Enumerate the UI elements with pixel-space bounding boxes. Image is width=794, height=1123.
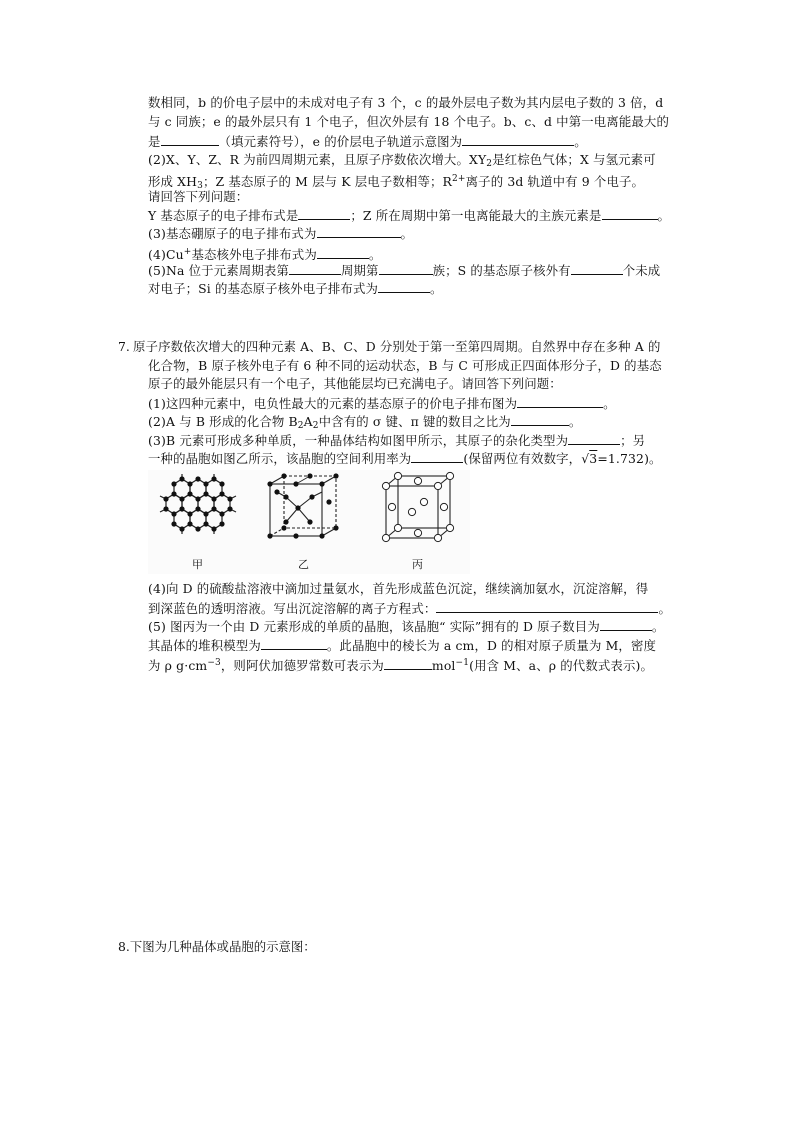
q6-line-2: 与 c 同族；e 的最外层只有 1 个电子，但次外层有 18 个电子。b、c、d 中第一电离能最大的 (148, 114, 670, 129)
answer-blank[interactable] (511, 412, 569, 426)
q7-line-2: 化合物，B 原子核外电子有 6 种不同的运动状态，B 与 C 可形成正四面体形分子，D 的基态 (148, 358, 662, 373)
q7-line-10: (5) 图丙为一个由 D 元素形成的单质的晶胞，该晶胞“ 实际”拥有的 D 原子数目为 。 (148, 619, 665, 634)
answer-blank[interactable] (317, 224, 401, 238)
q7-line-12: 为 ρ $g\cdot cm^{-3}$，则阿伏加德罗常数可表示为 mol$^{-1}$(用含 M、a、ρ 的代数式表示)。 (148, 658, 654, 673)
q7-line-5: (2)A 与 B 形成的化合物 $B_2A_2$中含有的 σ 键、π 键的数目之比为 。 (148, 414, 582, 431)
answer-blank[interactable] (261, 636, 327, 650)
answer-blank[interactable] (568, 431, 620, 445)
q7-line-9: 到深蓝色的透明溶液。写出沉淀溶解的离子方程式： 。 (148, 601, 671, 616)
q7-line-1: 原子序数依次增大的四种元素 A、B、C、D 分别处于第一至第四周期。自然界中存在多种 A 的 (133, 339, 661, 354)
q6-line-1: 数相同，b 的价电子层中的未成对电子有 3 个，c 的最外层电子数为其内层电子数的 3 倍，d (148, 95, 664, 110)
q6-line-7: Y 基态原子的电子排布式是 ；Z 所在周期中第一电离能最大的主族元素是 。 (148, 208, 671, 223)
answer-blank[interactable] (384, 656, 432, 670)
answer-blank[interactable] (517, 394, 603, 408)
q7-line-3: 原子的最外能层只有一个电子，其他能层均已充满电子。请回答下列问题： (148, 376, 562, 391)
q7-line-6: (3)B 元素可形成多种单质，一种晶体结构如图甲所示，其原子的杂化类型为 ；另 (148, 433, 646, 448)
answer-blank[interactable] (462, 132, 574, 146)
q6-line-8: (3)基态硼原子的电子排布式为 。 (148, 226, 414, 241)
crystal-structures-figure (148, 470, 470, 574)
answer-blank[interactable] (298, 206, 350, 220)
figure-caption-jia: 甲 (192, 558, 203, 571)
answer-blank[interactable] (571, 261, 623, 275)
answer-blank[interactable] (411, 449, 463, 463)
q6-line-4: (2)X、Y、Z、R 为前四周期元素，且原子序数依次增大。$XY_2$是红棕色气体；X 与氢元素可 (148, 152, 656, 169)
figure-caption-bing: 丙 (412, 558, 423, 571)
q6-line-5: 形成 $XH_3$；Z 基态原子的 M 层与 K 层电子数相等；$R^{2+}$离子的 3d 轨道中有 9 个电子。 (148, 174, 645, 191)
q6-line-9: (4)Cu+基态核外电子排布式为 。 (148, 247, 382, 262)
q6-line-6: 请回答下列问题： (148, 189, 249, 204)
question-number-7: 7. (118, 339, 130, 354)
answer-blank[interactable] (161, 132, 219, 146)
q6-line-3: 是 （填元素符号），e 的价层电子轨道示意图为 。 (148, 134, 587, 149)
answer-blank[interactable] (378, 279, 430, 293)
answer-blank[interactable] (436, 599, 658, 613)
q6-line-10: (5)Na 位于元素周期表第 周期第 族；S 的基态原子核外有 个未成 (148, 263, 661, 278)
q7-line-11: 其晶体的堆积模型为 。此晶胞中的棱长为 a cm，D 的相对原子质量为 M，密度 (148, 638, 657, 653)
answer-blank[interactable] (379, 261, 433, 275)
answer-blank[interactable] (600, 617, 652, 631)
answer-blank[interactable] (317, 245, 369, 259)
q7-line-8: (4)向 D 的硫酸盐溶液中滴加过量氨水，首先形成蓝色沉淀，继续滴加氨水，沉淀溶解，得 (148, 581, 649, 596)
figure-caption-yi: 乙 (298, 558, 309, 571)
q6-line-11: 对电子；Si 的基态原子核外电子排布式为 。 (148, 281, 443, 296)
q7-line-7: 一种的晶胞如图乙所示，该晶胞的空间利用率为 (保留两位有效数字，√3=1.732)。 (148, 451, 662, 466)
answer-blank[interactable] (602, 206, 658, 220)
question-8-stem: 8.下图为几种晶体或晶胞的示意图： (118, 939, 316, 954)
q7-line-4: (1)这四种元素中，电负性最大的元素的基态原子的价电子排布图为 。 (148, 396, 616, 411)
answer-blank[interactable] (289, 261, 341, 275)
